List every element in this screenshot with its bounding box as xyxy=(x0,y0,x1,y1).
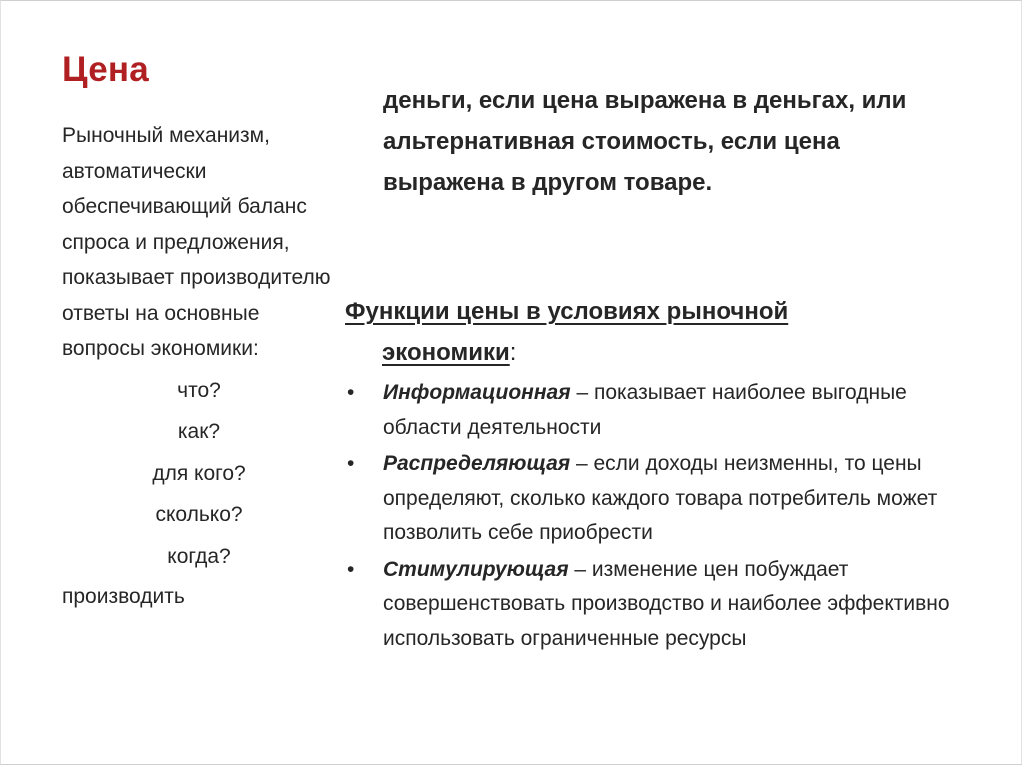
heading-colon: : xyxy=(509,339,517,366)
function-name: Стимулирующая xyxy=(383,557,569,581)
slide-title: Цена xyxy=(62,50,149,89)
question-item: что? xyxy=(177,378,221,402)
function-description: – показывает наиболее выгодные области деятельности xyxy=(383,381,907,439)
question-item: сколько? xyxy=(155,503,243,526)
left-column xyxy=(62,118,337,617)
question-item: для кого? xyxy=(152,461,246,485)
function-item-informational xyxy=(345,376,985,445)
functions-heading-line2-wrap xyxy=(345,332,945,373)
functions-list xyxy=(345,376,985,658)
bullet-icon: • xyxy=(347,557,355,581)
market-mechanism-text: Рыночный механизм, автоматически обеспечивающий баланс спроса и предложения, показывает производителю ответы на основные вопросы экономики: xyxy=(62,124,331,360)
functions-heading-line2: экономики xyxy=(382,339,510,366)
bullet-icon: • xyxy=(347,452,355,475)
produce-word: производить xyxy=(62,585,185,608)
bullet-icon: • xyxy=(347,381,355,404)
functions-heading-line1: Функции цены в условиях рыночной xyxy=(345,298,789,325)
function-name: Распределяющая xyxy=(383,452,571,475)
questions-list xyxy=(62,370,336,578)
function-name: Информационная xyxy=(383,381,571,404)
money-definition-text: деньги, если цена выражена в деньгах, или альтернативная стоимость, если цена выражена в другом товаре. xyxy=(383,87,907,196)
question-item: когда? xyxy=(167,544,231,568)
function-item-stimulating xyxy=(345,553,985,657)
function-item-distributive xyxy=(345,447,985,551)
function-description: – изменение цен побуждает совершенствовать производство и наиболее эффективно использовать ограниченные ресурсы xyxy=(383,557,950,650)
question-item: как? xyxy=(177,420,221,443)
functions-heading xyxy=(345,291,945,373)
function-description: – если доходы неизменны, то цены определяют, сколько каждого товара потребитель может позволить себе приобрести xyxy=(383,452,938,544)
